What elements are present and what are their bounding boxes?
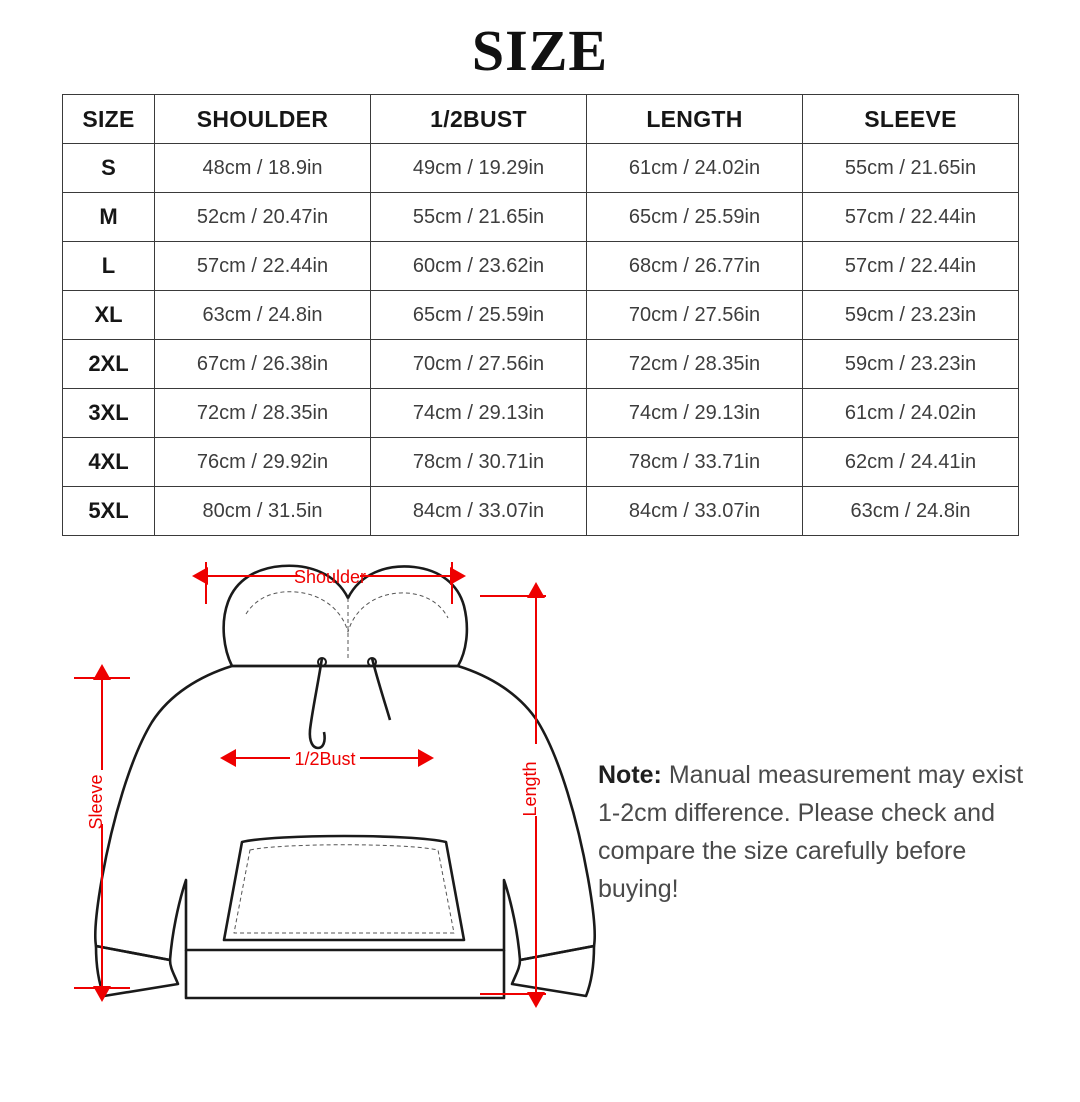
cell-sleeve: 62cm / 24.41in — [803, 438, 1019, 487]
cell-sleeve: 59cm / 23.23in — [803, 340, 1019, 389]
cell-bust: 55cm / 21.65in — [371, 193, 587, 242]
size-table-container — [0, 94, 1080, 536]
hoodie-illustration — [60, 554, 620, 1024]
table-header-row — [63, 95, 1019, 144]
cell-length: 78cm / 33.71in — [587, 438, 803, 487]
cell-length: 72cm / 28.35in — [587, 340, 803, 389]
cell-size: L — [63, 242, 155, 291]
cell-bust: 60cm / 23.62in — [371, 242, 587, 291]
cell-shoulder: 67cm / 26.38in — [155, 340, 371, 389]
cell-sleeve: 55cm / 21.65in — [803, 144, 1019, 193]
cell-size: S — [63, 144, 155, 193]
size-chart-table — [62, 94, 1019, 536]
cell-shoulder: 63cm / 24.8in — [155, 291, 371, 340]
cell-shoulder: 48cm / 18.9in — [155, 144, 371, 193]
cell-sleeve: 63cm / 24.8in — [803, 487, 1019, 536]
label-length: Length — [520, 761, 540, 817]
note-label: Note: — [598, 761, 662, 789]
column-header-size: SIZE — [63, 95, 155, 144]
cell-sleeve: 57cm / 22.44in — [803, 242, 1019, 291]
cell-size: 4XL — [63, 438, 155, 487]
label-shoulder: Shoulder — [293, 567, 367, 587]
cell-sleeve: 59cm / 23.23in — [803, 291, 1019, 340]
column-header-length: LENGTH — [587, 95, 803, 144]
cell-bust: 70cm / 27.56in — [371, 340, 587, 389]
cell-shoulder: 57cm / 22.44in — [155, 242, 371, 291]
cell-shoulder: 52cm / 20.47in — [155, 193, 371, 242]
cell-shoulder: 72cm / 28.35in — [155, 389, 371, 438]
cell-bust: 84cm / 33.07in — [371, 487, 587, 536]
note-text: Manual measurement may exist 1-2cm difference. Please check and compare the size carefully before buying! — [598, 761, 1024, 903]
cell-length: 61cm / 24.02in — [587, 144, 803, 193]
cell-size: 5XL — [63, 487, 155, 536]
cell-length: 68cm / 26.77in — [587, 242, 803, 291]
page-title: SIZE — [471, 18, 609, 83]
cell-sleeve: 61cm / 24.02in — [803, 389, 1019, 438]
label-sleeve: Sleeve — [86, 774, 106, 830]
measurement-diagram-area — [0, 544, 1080, 1034]
cell-shoulder: 80cm / 31.5in — [155, 487, 371, 536]
table-row — [63, 242, 1019, 291]
cell-length: 65cm / 25.59in — [587, 193, 803, 242]
cell-bust: 74cm / 29.13in — [371, 389, 587, 438]
note-block — [598, 756, 1038, 908]
cell-size: M — [63, 193, 155, 242]
cell-length: 74cm / 29.13in — [587, 389, 803, 438]
cell-size: 3XL — [63, 389, 155, 438]
cell-size: 2XL — [63, 340, 155, 389]
column-header-bust: 1/2BUST — [371, 95, 587, 144]
cell-shoulder: 76cm / 29.92in — [155, 438, 371, 487]
table-row — [63, 438, 1019, 487]
cell-length: 84cm / 33.07in — [587, 487, 803, 536]
table-row — [63, 389, 1019, 438]
table-row — [63, 340, 1019, 389]
measure-annotations — [74, 562, 546, 994]
cell-size: XL — [63, 291, 155, 340]
cell-bust: 65cm / 25.59in — [371, 291, 587, 340]
column-header-sleeve: SLEEVE — [803, 95, 1019, 144]
table-row — [63, 487, 1019, 536]
column-header-shoulder: SHOULDER — [155, 95, 371, 144]
label-bust: 1/2Bust — [294, 749, 356, 769]
cell-sleeve: 57cm / 22.44in — [803, 193, 1019, 242]
cell-bust: 78cm / 30.71in — [371, 438, 587, 487]
cell-bust: 49cm / 19.29in — [371, 144, 587, 193]
table-row — [63, 144, 1019, 193]
table-row — [63, 193, 1019, 242]
table-row — [63, 291, 1019, 340]
cell-length: 70cm / 27.56in — [587, 291, 803, 340]
